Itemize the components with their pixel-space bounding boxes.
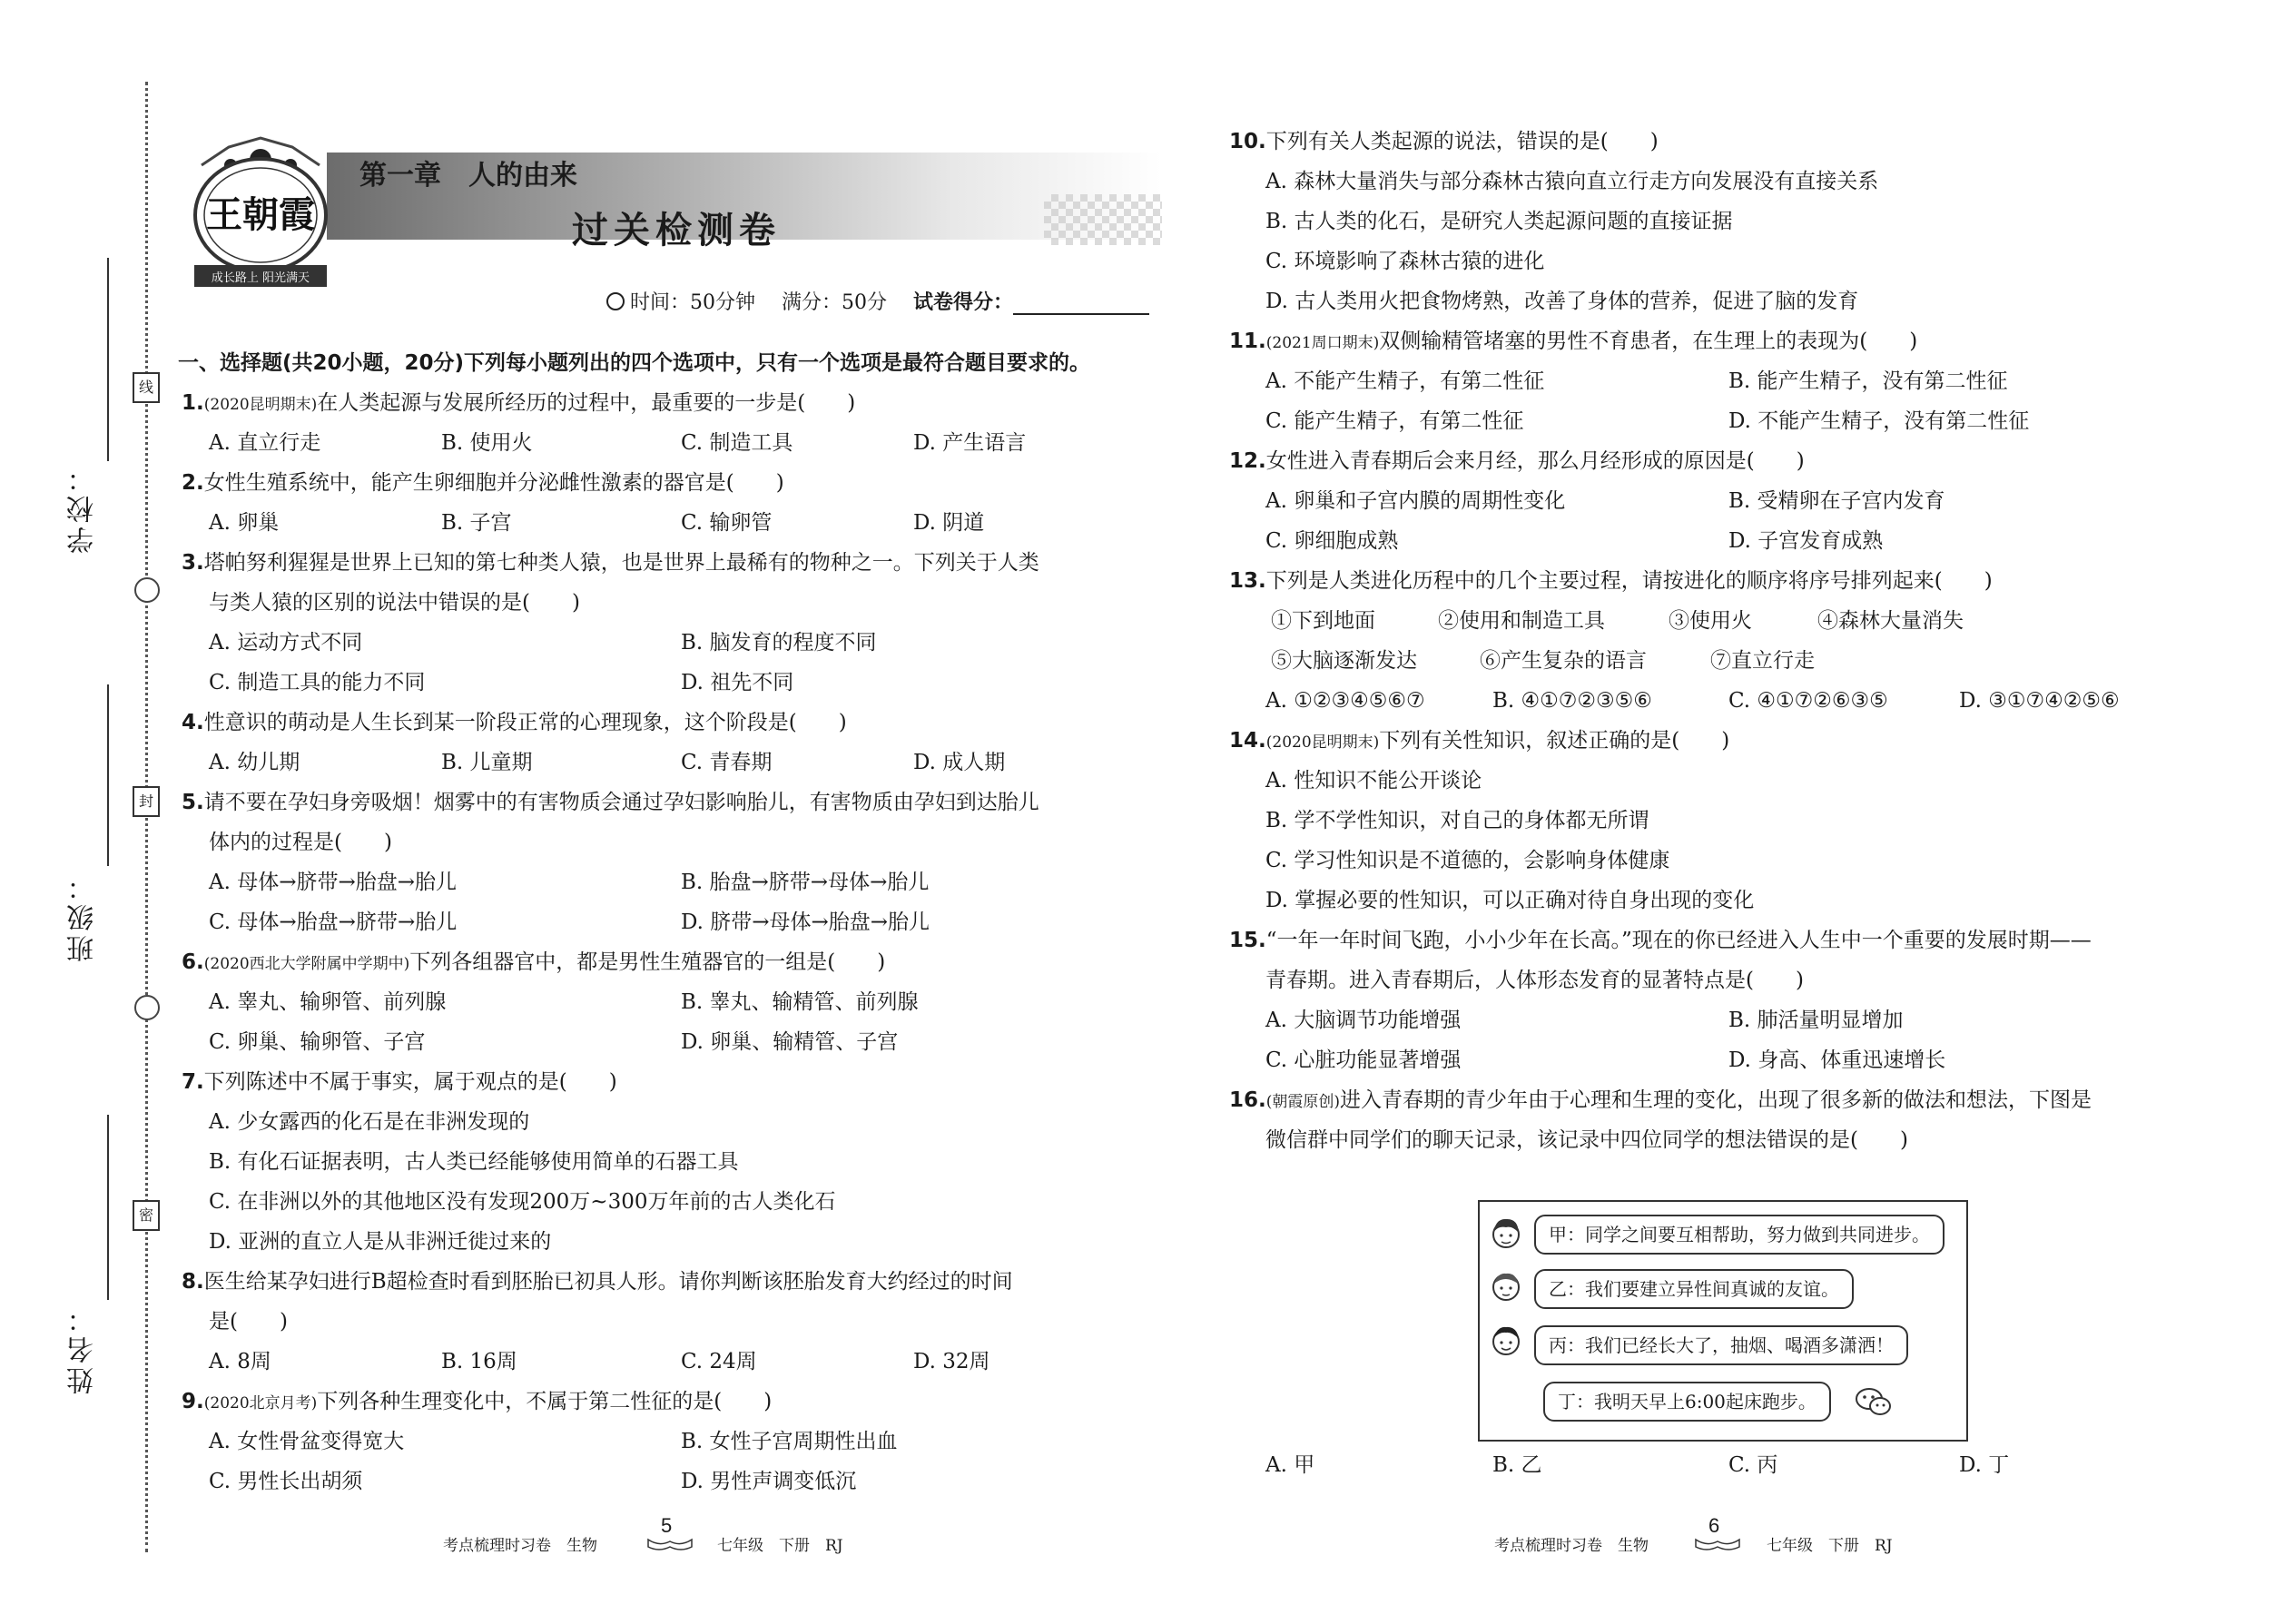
option-9b[interactable]: B. 女性子宫周期性出血 bbox=[681, 1430, 898, 1453]
option-5c[interactable]: C. 母体→胎盘→脐带→胎儿 bbox=[209, 910, 458, 934]
question-11: 11.(2021周口期末)双侧输精管堵塞的男性不育患者，在生理上的表现为( ) bbox=[1229, 330, 1918, 353]
option-14a[interactable]: A. 性知识不能公开谈论 bbox=[1265, 769, 1482, 792]
option-11d[interactable]: D. 不能产生精子，没有第二性征 bbox=[1728, 409, 2030, 433]
option-2b[interactable]: B. 子宫 bbox=[441, 511, 512, 535]
question-6: 6.(2020西北大学附属中学期中)下列各组器官中，都是男性生殖器官的一组是( ) bbox=[182, 950, 886, 974]
option-8a[interactable]: A. 8周 bbox=[209, 1350, 271, 1373]
question-5-cont: 体内的过程是( ) bbox=[209, 831, 392, 854]
option-3d[interactable]: D. 祖先不同 bbox=[681, 671, 794, 694]
option-1c[interactable]: C. 制造工具 bbox=[681, 431, 793, 455]
time-limit: 时间：50分钟 bbox=[630, 291, 755, 314]
option-15a[interactable]: A. 大脑调节功能增强 bbox=[1265, 1009, 1462, 1032]
page-number-right: 6 bbox=[1708, 1514, 1720, 1537]
option-8b[interactable]: B. 16周 bbox=[441, 1350, 517, 1373]
question-13: 13.下列是人类进化历程中的几个主要过程，请按进化的顺序将序号排列起来( ) bbox=[1229, 569, 1993, 593]
option-7d[interactable]: D. 亚洲的直立人是从非洲迁徙过来的 bbox=[209, 1230, 552, 1254]
option-13d[interactable]: D. ③①⑦④②⑤⑥ bbox=[1959, 689, 2120, 713]
student-yi-avatar-icon bbox=[1489, 1267, 1523, 1304]
seal-char-mi: 密 bbox=[133, 1200, 160, 1231]
option-1a[interactable]: A. 直立行走 bbox=[209, 431, 321, 455]
option-5a[interactable]: A. 母体→脐带→胎盘→胎儿 bbox=[209, 871, 458, 894]
option-10c[interactable]: C. 环境影响了森林古猿的进化 bbox=[1265, 250, 1545, 273]
option-16a[interactable]: A. 甲 bbox=[1265, 1453, 1315, 1477]
option-5d[interactable]: D. 脐带→母体→胎盘→胎儿 bbox=[681, 910, 930, 934]
wechat-icon bbox=[1854, 1383, 1894, 1420]
option-13b[interactable]: B. ④①⑦②③⑤⑥ bbox=[1492, 689, 1652, 713]
option-13a[interactable]: A. ①②③④⑤⑥⑦ bbox=[1265, 689, 1425, 713]
seal-char-feng: 封 bbox=[133, 786, 160, 817]
full-score: 满分：50分 bbox=[782, 291, 887, 314]
footer-grade-left: 七年级 下册 RJ bbox=[717, 1537, 843, 1555]
question-16-cont: 微信群中同学们的聊天记录，该记录中四位同学的想法错误的是( ) bbox=[1265, 1128, 1908, 1152]
option-6a[interactable]: A. 睾丸、输卵管、前列腺 bbox=[209, 990, 447, 1014]
score-label: 试卷得分： bbox=[913, 291, 1014, 314]
question-14: 14.(2020昆明期末)下列有关性知识，叙述正确的是( ) bbox=[1229, 729, 1730, 753]
question-16: 16.(朝霞原创)进入青春期的青少年由于心理和生理的变化，出现了很多新的做法和想法，下图是 bbox=[1229, 1088, 2092, 1112]
option-2c[interactable]: C. 输卵管 bbox=[681, 511, 773, 535]
option-8d[interactable]: D. 32周 bbox=[913, 1350, 990, 1373]
option-8c[interactable]: C. 24周 bbox=[681, 1350, 757, 1373]
question-1: 1.(2020昆明期末)在人类起源与发展所经历的过程中，最重要的一步是( ) bbox=[182, 391, 856, 415]
option-16d[interactable]: D. 丁 bbox=[1959, 1453, 2010, 1477]
option-7b[interactable]: B. 有化石证据表明，古人类已经能够使用简单的石器工具 bbox=[209, 1150, 739, 1174]
question-15-cont: 青春期。进入青春期后，人体形态发育的显著特点是( ) bbox=[1265, 969, 1804, 992]
logo-ribbon: 成长路上 阳光满天 bbox=[211, 271, 310, 285]
option-16b[interactable]: B. 乙 bbox=[1492, 1453, 1542, 1477]
option-3a[interactable]: A. 运动方式不同 bbox=[209, 631, 363, 655]
option-13c[interactable]: C. ④①⑦②⑥③⑤ bbox=[1728, 689, 1888, 713]
name-label: 姓名： bbox=[67, 1302, 99, 1394]
option-2d[interactable]: D. 阴道 bbox=[913, 511, 985, 535]
question-8: 8.医生给某孕妇进行B超检查时看到胚胎已初具人形。请你判断该胚胎发育大约经过的时间 bbox=[182, 1270, 1013, 1294]
chat-message-yi: 乙：我们要建立异性间真诚的友谊。 bbox=[1534, 1269, 1854, 1309]
school-label: 学校： bbox=[67, 461, 99, 554]
question-8-cont: 是( ) bbox=[209, 1310, 288, 1334]
footer-grade-right: 七年级 下册 RJ bbox=[1767, 1537, 1893, 1555]
question-5: 5.请不要在孕妇身旁吸烟！烟雾中的有害物质会通过孕妇影响胎儿，有害物质由孕妇到达胎儿 bbox=[182, 791, 1039, 814]
chat-figure bbox=[1478, 1200, 1968, 1442]
option-15b[interactable]: B. 肺活量明显增加 bbox=[1728, 1009, 1904, 1032]
option-15d[interactable]: D. 身高、体重迅速增长 bbox=[1728, 1048, 1946, 1072]
option-1b[interactable]: B. 使用火 bbox=[441, 431, 533, 455]
step-1: ①下到地面 bbox=[1271, 609, 1375, 633]
option-9a[interactable]: A. 女性骨盆变得宽大 bbox=[209, 1430, 405, 1453]
chat-message-bing: 丙：我们已经长大了，抽烟、喝酒多潇洒！ bbox=[1534, 1325, 1908, 1365]
section-heading: 一、选择题(共20小题，20分)下列每小题列出的四个选项中，只有一个选项是最符合题目要求的。 bbox=[178, 351, 1091, 375]
question-7: 7.下列陈述中不属于事实，属于观点的是( ) bbox=[182, 1070, 617, 1094]
option-3b[interactable]: B. 脑发育的程度不同 bbox=[681, 631, 877, 655]
option-12b[interactable]: B. 受精卵在子宫内发育 bbox=[1728, 489, 1945, 513]
option-4b[interactable]: B. 儿童期 bbox=[441, 751, 533, 774]
step-5: ⑤大脑逐渐发达 bbox=[1271, 649, 1417, 673]
option-10d[interactable]: D. 古人类用火把食物烤熟，改善了身体的营养，促进了脑的发育 bbox=[1265, 290, 1859, 313]
option-6d[interactable]: D. 卵巢、输精管、子宫 bbox=[681, 1030, 899, 1054]
chat-message-ding: 丁：我明天早上6:00起床跑步。 bbox=[1543, 1382, 1831, 1422]
class-label: 班级： bbox=[67, 870, 99, 962]
student-jia-avatar-icon bbox=[1489, 1215, 1523, 1251]
exam-title: 过关检测卷 bbox=[572, 210, 781, 251]
option-14d[interactable]: D. 掌握必要的性知识，可以正确对待自身出现的变化 bbox=[1265, 889, 1755, 912]
seal-char-xian: 线 bbox=[133, 372, 160, 403]
option-11b[interactable]: B. 能产生精子，没有第二性征 bbox=[1728, 369, 2008, 393]
page-number-left: 5 bbox=[661, 1514, 673, 1537]
option-12c[interactable]: C. 卵细胞成熟 bbox=[1265, 529, 1399, 553]
option-14c[interactable]: C. 学习性知识是不道德的，会影响身体健康 bbox=[1265, 849, 1670, 872]
chat-message-jia: 甲：同学之间要互相帮助，努力做到共同进步。 bbox=[1534, 1215, 1944, 1255]
question-9: 9.(2020北京月考)下列各种生理变化中，不属于第二性征的是( ) bbox=[182, 1390, 773, 1413]
logo-text: 王朝霞 bbox=[206, 193, 315, 236]
step-7: ⑦直立行走 bbox=[1710, 649, 1815, 673]
option-15c[interactable]: C. 心脏功能显著增强 bbox=[1265, 1048, 1462, 1072]
question-2: 2.女性生殖系统中，能产生卵细胞并分泌雌性激素的器官是( ) bbox=[182, 471, 784, 495]
chapter-title: 第一章 人的由来 bbox=[359, 160, 577, 192]
option-10b[interactable]: B. 古人类的化石，是研究人类起源问题的直接证据 bbox=[1265, 210, 1733, 233]
student-bing-avatar-icon bbox=[1489, 1322, 1523, 1358]
option-4a[interactable]: A. 幼儿期 bbox=[209, 751, 300, 774]
option-12d[interactable]: D. 子宫发育成熟 bbox=[1728, 529, 1884, 553]
option-1d[interactable]: D. 产生语言 bbox=[913, 431, 1027, 455]
question-10: 10.下列有关人类起源的说法，错误的是( ) bbox=[1229, 130, 1659, 153]
option-16c[interactable]: C. 丙 bbox=[1728, 1453, 1778, 1477]
option-9d[interactable]: D. 男性声调变低沉 bbox=[681, 1470, 857, 1493]
option-4c[interactable]: C. 青春期 bbox=[681, 751, 773, 774]
option-10a[interactable]: A. 森林大量消失与部分森林古猿向直立行走方向发展没有直接关系 bbox=[1265, 170, 1879, 193]
option-14b[interactable]: B. 学不学性知识，对自己的身体都无所谓 bbox=[1265, 809, 1649, 832]
option-3c[interactable]: C. 制造工具的能力不同 bbox=[209, 671, 426, 694]
question-12: 12.女性进入青春期后会来月经，那么月经形成的原因是( ) bbox=[1229, 449, 1805, 473]
option-7c[interactable]: C. 在非洲以外的其他地区没有发现200万~300万年前的古人类化石 bbox=[209, 1190, 836, 1214]
option-4d[interactable]: D. 成人期 bbox=[913, 751, 1006, 774]
option-7a[interactable]: A. 少女露西的化石是在非洲发现的 bbox=[209, 1110, 530, 1134]
footer-series-right: 考点梳理时习卷 生物 bbox=[1494, 1537, 1649, 1555]
option-2a[interactable]: A. 卵巢 bbox=[209, 511, 280, 535]
question-3-cont: 与类人猿的区别的说法中错误的是( ) bbox=[209, 591, 580, 615]
option-6c[interactable]: C. 卵巢、输卵管、子宫 bbox=[209, 1030, 426, 1054]
option-12a[interactable]: A. 卵巢和子宫内膜的周期性变化 bbox=[1265, 489, 1566, 513]
step-2: ②使用和制造工具 bbox=[1438, 609, 1605, 633]
question-3: 3.塔帕努利猩猩是世界上已知的第七种类人猿，也是世界上最稀有的物种之一。下列关于人类 bbox=[182, 551, 1039, 575]
option-6b[interactable]: B. 睾丸、输精管、前列腺 bbox=[681, 990, 919, 1014]
step-4: ④森林大量消失 bbox=[1817, 609, 1964, 633]
question-4: 4.性意识的萌动是人生长到某一阶段正常的心理现象，这个阶段是( ) bbox=[182, 711, 847, 734]
option-5b[interactable]: B. 胎盘→脐带→母体→胎儿 bbox=[681, 871, 930, 894]
option-9c[interactable]: C. 男性长出胡须 bbox=[209, 1470, 363, 1493]
option-11c[interactable]: C. 能产生精子，有第二性征 bbox=[1265, 409, 1524, 433]
step-3: ③使用火 bbox=[1669, 609, 1752, 633]
question-15: 15.“一年一年时间飞跑，小小少年在长高。”现在的你已经进入人生中一个重要的发展时期—— bbox=[1229, 929, 2092, 952]
step-6: ⑥产生复杂的语言 bbox=[1480, 649, 1647, 673]
option-11a[interactable]: A. 不能产生精子，有第二性征 bbox=[1265, 369, 1545, 393]
footer-series-left: 考点梳理时习卷 生物 bbox=[443, 1537, 597, 1555]
